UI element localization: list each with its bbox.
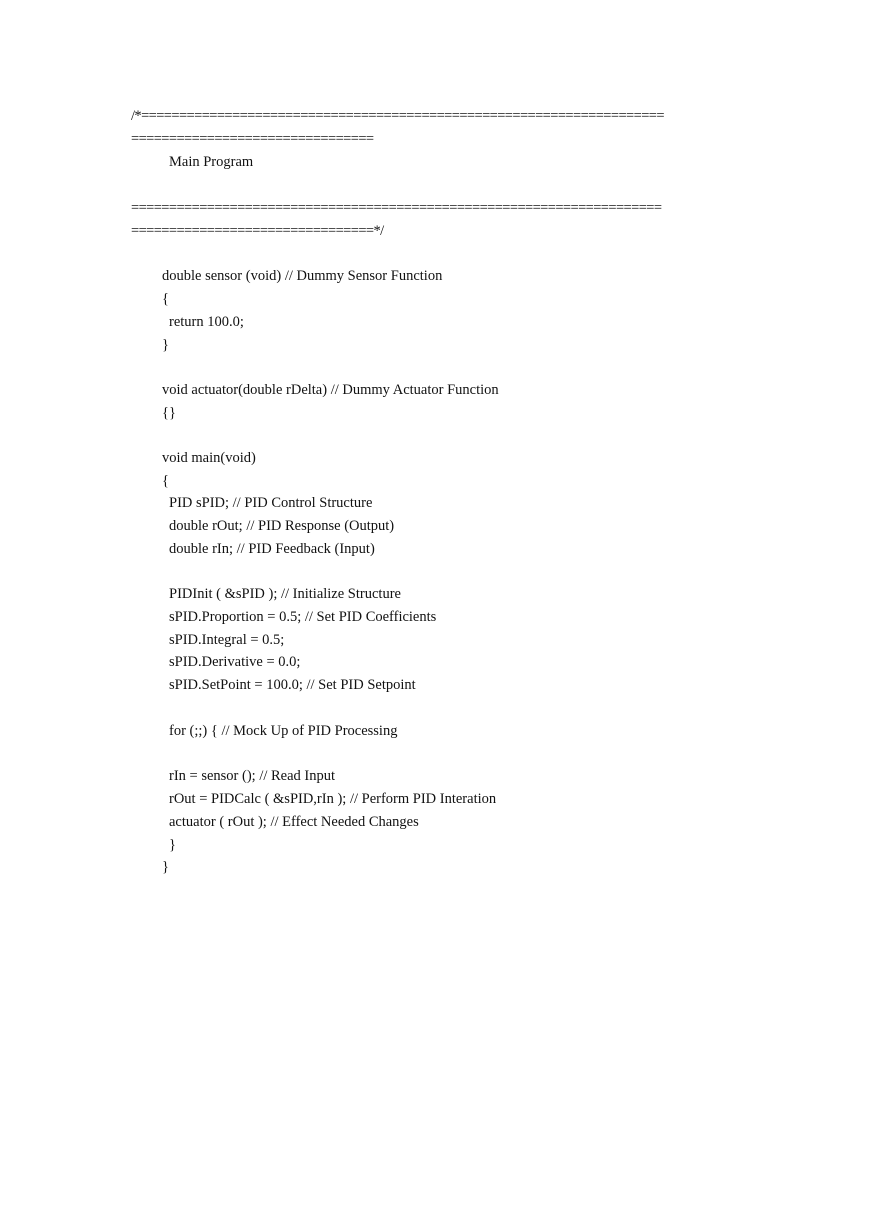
- main-decl-in: double rIn; // PID Feedback (Input): [169, 541, 375, 557]
- main-decl-out: double rOut; // PID Response (Output): [169, 518, 395, 534]
- main-close-brace: }: [162, 859, 169, 875]
- main-read-input: rIn = sensor (); // Read Input: [169, 768, 336, 784]
- comment-rule-close-2: ================================*/: [131, 223, 384, 239]
- main-setpoint: sPID.SetPoint = 100.0; // Set PID Setpoint: [169, 677, 416, 693]
- main-pid-calc: rOut = PIDCalc ( &sPID,rIn ); // Perform PID Interation: [169, 791, 497, 807]
- main-proportion: sPID.Proportion = 0.5; // Set PID Coefficients: [169, 609, 437, 625]
- sensor-open-brace: {: [162, 291, 169, 307]
- comment-rule-close-1: ======================================================================: [131, 200, 662, 216]
- actuator-signature: void actuator(double rDelta) // Dummy Actuator Function: [162, 382, 499, 398]
- main-decl-pid: PID sPID; // PID Control Structure: [169, 495, 373, 511]
- sensor-return: return 100.0;: [169, 314, 244, 330]
- sensor-close-brace: }: [162, 337, 169, 353]
- main-actuate: actuator ( rOut ); // Effect Needed Changes: [169, 814, 419, 830]
- main-loop-close-brace: }: [169, 837, 176, 853]
- main-integral: sPID.Integral = 0.5;: [169, 632, 285, 648]
- sensor-signature: double sensor (void) // Dummy Sensor Function: [162, 268, 443, 284]
- main-derivative: sPID.Derivative = 0.0;: [169, 654, 301, 670]
- main-loop: for (;;) { // Mock Up of PID Processing: [169, 723, 398, 739]
- comment-rule-open-2: ================================: [131, 131, 374, 147]
- main-signature: void main(void): [162, 450, 256, 466]
- main-init: PIDInit ( &sPID ); // Initialize Structure: [169, 586, 401, 602]
- comment-title: Main Program: [169, 154, 254, 170]
- actuator-body: {}: [162, 405, 176, 421]
- comment-rule-open-1: /*=====================================================================: [131, 108, 664, 124]
- main-open-brace: {: [162, 473, 169, 489]
